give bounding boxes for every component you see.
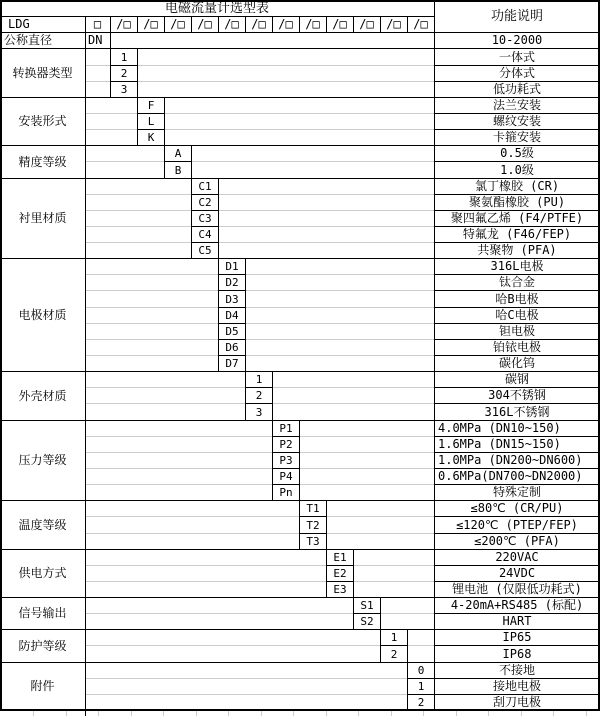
grid-line [85, 678, 434, 679]
option-code-cell: K [137, 129, 165, 146]
grid-line [423, 711, 424, 716]
option-desc-cell: 一体式 [498, 49, 535, 64]
option-desc-cell: IP68 [502, 646, 532, 661]
option-code-cell: 1 [380, 629, 408, 646]
option-code-cell: E3 [326, 581, 354, 598]
grid-line [326, 711, 327, 716]
section-label: 防护等级 [18, 638, 67, 653]
option-code-cell: C2 [191, 194, 219, 211]
option-code-cell: 0 [407, 662, 435, 679]
option-desc-cell: 1.0级 [500, 162, 534, 177]
option-code-cell: P1 [272, 420, 300, 437]
grid-line [488, 711, 489, 716]
table-title: 电磁流量计选型表 [164, 0, 269, 16]
option-desc-cell: ≤200℃ (PFA) [474, 534, 560, 548]
grid-line [391, 711, 392, 716]
option-code-cell: D7 [218, 355, 246, 372]
grid-line [85, 694, 434, 695]
section-label: 衬里材质 [18, 211, 67, 225]
grid-line [85, 613, 434, 614]
option-desc-cell: 不接地 [498, 663, 535, 677]
option-desc-cell: 0.5级 [500, 146, 534, 160]
section-label: 精度等级 [18, 154, 67, 169]
option-desc-cell: 锂电池 (仅限低功耗式) [452, 582, 582, 596]
option-desc-cell: 刮刀电极 [492, 695, 541, 709]
model-slot-box: /□ [197, 17, 212, 31]
function-header: 功能说明 [490, 8, 543, 24]
option-code-cell: B [164, 161, 192, 179]
option-desc-cell: 哈B电极 [495, 291, 539, 306]
option-desc-cell: 1.6MPa (DN15~150) [438, 437, 561, 451]
option-code-cell: D6 [218, 339, 246, 356]
option-desc-cell: 24VDC [498, 566, 536, 580]
option-code-cell: 3 [245, 403, 273, 421]
option-desc-cell: 卡箍安装 [492, 130, 541, 144]
option-code-cell: D1 [218, 258, 246, 275]
section-label: 安装形式 [18, 114, 67, 128]
section-label: 信号输出 [18, 606, 67, 620]
grid-line [85, 581, 434, 582]
option-desc-cell: 220VAC [495, 550, 539, 564]
section-label: 附件 [30, 679, 55, 693]
section-label: 供电方式 [18, 566, 67, 580]
grid-line [85, 516, 434, 517]
option-code-cell: C5 [191, 242, 219, 259]
grid-line [85, 16, 86, 716]
option-desc-cell: 螺纹安装 [492, 114, 541, 128]
option-code-cell: F [137, 97, 165, 114]
option-code-cell: T2 [299, 516, 327, 534]
option-code-cell: S2 [353, 613, 381, 630]
model-slot-box: /□ [413, 17, 428, 31]
grid-line [85, 307, 434, 308]
grid-line [85, 194, 434, 195]
grid-line [228, 711, 229, 716]
option-desc-cell: 钛合金 [498, 275, 535, 289]
section-label: 温度等级 [18, 517, 67, 532]
option-code-cell: 1 [407, 678, 435, 695]
option-desc-cell: 4-20mA+RS485 (标配) [450, 598, 584, 612]
grid-line [85, 323, 434, 324]
option-desc-cell: 4.0MPa (DN10~150) [438, 421, 561, 435]
grid-line [85, 210, 434, 211]
option-desc-cell: 聚氨酯橡胶 (PU) [468, 195, 566, 209]
grid-line [66, 711, 67, 716]
grid-line [85, 484, 434, 485]
option-desc-cell: 特殊定制 [492, 485, 541, 499]
grid-line [131, 711, 132, 716]
option-desc-cell: 低功耗式 [492, 82, 541, 96]
option-code-cell: P3 [272, 452, 300, 469]
model-slot-box: /□ [251, 17, 266, 31]
option-code-cell: 2 [245, 387, 273, 404]
grid-line [85, 533, 434, 534]
option-code-cell: C1 [191, 178, 219, 195]
grid-line [163, 711, 164, 716]
model-slot-box: /□ [305, 17, 320, 31]
option-code-cell: Pn [272, 484, 300, 501]
option-desc-cell: 氯丁橡胶 (CR) [474, 179, 560, 193]
grid-line [456, 711, 457, 716]
option-desc-cell: 碳钢 [504, 372, 529, 386]
grid-line [586, 711, 587, 716]
option-code-cell: T1 [299, 500, 327, 517]
option-desc-cell: 铂铱电极 [492, 340, 541, 354]
option-desc-cell: 法兰安装 [492, 98, 541, 112]
option-code-cell: S1 [353, 597, 381, 614]
option-desc-cell: 1.0MPa (DN200~DN600) [438, 453, 583, 467]
model-slot-box: /□ [359, 17, 374, 31]
option-code-cell: T3 [299, 533, 327, 550]
option-code-cell: C3 [191, 210, 219, 227]
option-desc-cell: IP65 [502, 630, 532, 644]
option-code-cell: C4 [191, 226, 219, 243]
option-desc-cell: 304不锈钢 [488, 388, 546, 402]
option-desc-cell: 316L不锈钢 [484, 404, 550, 419]
grid-line [85, 452, 434, 453]
model-slot-box: /□ [143, 17, 158, 31]
option-code-cell: D3 [218, 290, 246, 308]
option-code-cell: 2 [407, 694, 435, 711]
option-code-cell: 2 [110, 65, 138, 82]
option-code-cell: D4 [218, 307, 246, 324]
grid-line [33, 711, 34, 716]
model-slot-box: /□ [170, 17, 185, 31]
option-code-cell: A [164, 145, 192, 162]
grid-line [85, 565, 434, 566]
grid-line [98, 711, 99, 716]
option-code-cell: P4 [272, 468, 300, 485]
option-desc-cell: 接地电极 [492, 679, 541, 693]
section-label: 外壳材质 [18, 388, 67, 403]
grid-line [358, 711, 359, 716]
grid-line [553, 711, 554, 716]
option-code-cell: 1 [245, 371, 273, 388]
grid-line [261, 711, 262, 716]
grid-line [85, 436, 434, 437]
option-desc-cell: 哈C电极 [495, 308, 539, 322]
grid-line [85, 339, 434, 340]
section-label: 压力等级 [18, 453, 67, 467]
grid-line [521, 711, 522, 716]
model-slot-box: /□ [332, 17, 347, 31]
option-desc-cell: 聚四氟乙烯 (F4/PTFE) [450, 211, 584, 225]
model-placeholder-box: □ [93, 17, 102, 31]
grid-line [85, 226, 434, 227]
model-prefix: LDG [8, 17, 30, 31]
option-code-cell: E2 [326, 565, 354, 582]
option-desc-cell: 共聚物 (PFA) [477, 243, 557, 257]
option-desc-cell: 0.6MPa(DN700~DN2000) [438, 469, 583, 483]
grid-line [85, 242, 434, 243]
model-slot-box: /□ [116, 17, 131, 31]
option-desc-cell: 碳化钨 [498, 356, 535, 370]
option-code-cell: D5 [218, 323, 246, 340]
section-label: 转换器类型 [12, 65, 73, 80]
option-desc-cell: 特氟龙 (F46/FEP) [462, 227, 572, 241]
option-desc-cell: HART [502, 614, 532, 628]
dn-value: 10-2000 [491, 33, 543, 47]
option-desc-cell: 分体式 [498, 66, 535, 80]
option-code-cell: 3 [110, 81, 138, 98]
model-slot-box: /□ [224, 17, 239, 31]
grid-line [85, 290, 434, 291]
option-code-cell: E1 [326, 549, 354, 566]
grid-line [293, 711, 294, 716]
grid-line [85, 274, 434, 275]
option-desc-cell: 钽电极 [498, 324, 535, 338]
option-code-cell: 1 [110, 48, 138, 66]
option-code-cell: 2 [380, 645, 408, 663]
option-desc-cell: 316L电极 [490, 259, 544, 273]
model-slot-box: /□ [386, 17, 401, 31]
option-code-cell: L [137, 113, 165, 130]
dn-code: DN [88, 33, 103, 47]
option-code-cell: P2 [272, 436, 300, 453]
grid-line [85, 468, 434, 469]
grid-line [85, 161, 434, 162]
option-code-cell: D2 [218, 274, 246, 291]
section-label: 电极材质 [18, 307, 67, 322]
dn-label: 公称直径 [4, 33, 53, 47]
grid-line [85, 355, 434, 356]
option-desc-cell: ≤120℃ (PTEP/FEP) [456, 517, 578, 532]
grid-line [196, 711, 197, 716]
option-desc-cell: ≤80℃ (CR/PU) [470, 501, 564, 515]
model-slot-box: /□ [278, 17, 293, 31]
